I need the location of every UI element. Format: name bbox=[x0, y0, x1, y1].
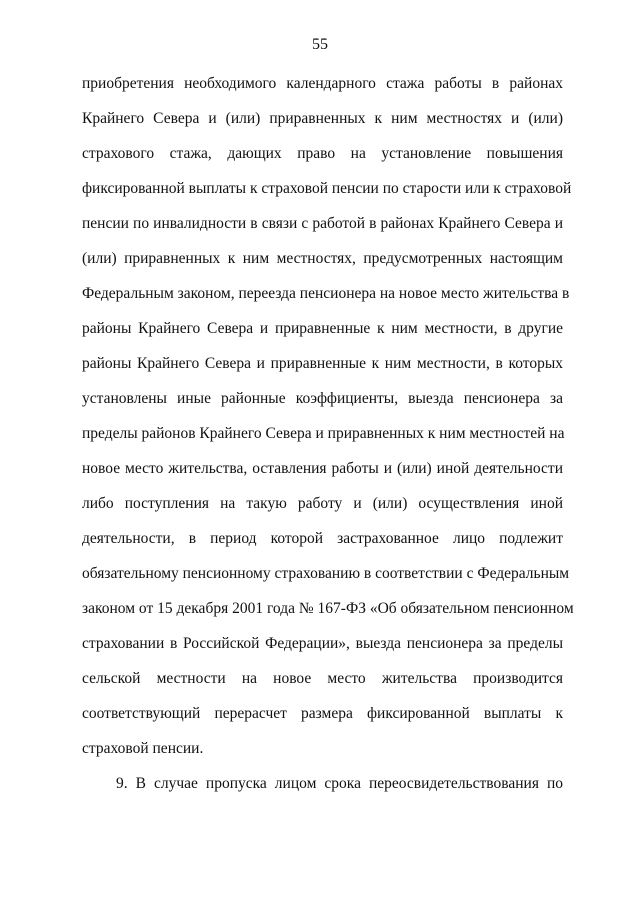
text-line-10: установлены иные районные коэффициенты, выезда пенсионера за bbox=[82, 390, 563, 407]
text-line-2: Крайнего Севера и (или) приравненных к ним местностях и (или) bbox=[82, 110, 563, 127]
text-line-13: либо поступления на такую работу и (или) осуществления иной bbox=[82, 495, 563, 512]
text-line-1: приобретения необходимого календарного стажа работы в районах bbox=[82, 75, 563, 92]
text-line-20: страховой пенсии. bbox=[82, 740, 204, 757]
text-line-11: пределы районов Крайнего Севера и приравненных к ним местностей на bbox=[82, 425, 565, 442]
text-line-17: страховании в Российской Федерации», выезда пенсионера за пределы bbox=[82, 635, 563, 652]
text-line-12: новое место жительства, оставления работы и (или) иной деятельности bbox=[82, 460, 563, 477]
text-line-8: районы Крайнего Севера и приравненные к ним местности, в другие bbox=[82, 320, 563, 337]
text-line-15: обязательному пенсионному страхованию в соответствии с Федеральным bbox=[82, 565, 570, 582]
text-line-3: страхового стажа, дающих право на установление повышения bbox=[82, 145, 563, 162]
text-line-21: 9. В случае пропуска лицом срока переосвидетельствования по bbox=[116, 775, 563, 792]
page-number: 55 bbox=[312, 36, 328, 53]
text-line-9: районы Крайнего Севера и приравненные к ним местности, в которых bbox=[82, 355, 563, 372]
text-line-14: деятельности, в период которой застрахованное лицо подлежит bbox=[82, 530, 563, 547]
text-line-16: законом от 15 декабря 2001 года № 167-ФЗ «Об обязательном пенсионном bbox=[82, 600, 574, 617]
text-line-6: (или) приравненных к ним местностях, предусмотренных настоящим bbox=[82, 250, 563, 267]
text-line-18: сельской местности на новое место жительства производится bbox=[82, 670, 563, 687]
text-line-5: пенсии по инвалидности в связи с работой в районах Крайнего Севера и bbox=[82, 215, 563, 232]
text-line-7: Федеральным законом, переезда пенсионера на новое место жительства в bbox=[82, 285, 570, 302]
text-line-19: соответствующий перерасчет размера фиксированной выплаты к bbox=[82, 705, 563, 722]
text-line-4: фиксированной выплаты к страховой пенсии по старости или к страховой bbox=[82, 180, 572, 197]
